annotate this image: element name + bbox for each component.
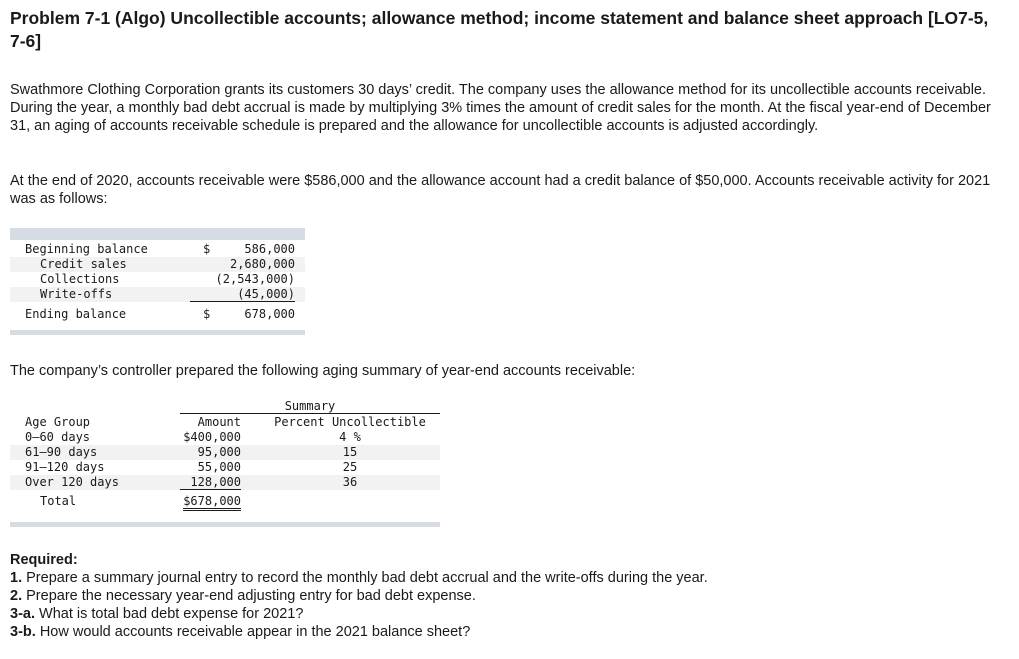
table-header-row (10, 415, 440, 430)
table-row (10, 307, 305, 322)
table-row (10, 287, 305, 302)
table-row (10, 242, 305, 257)
age-group-header: Age Group (25, 415, 91, 429)
percent-cell: 15 (342, 445, 358, 459)
item-text: How would accounts receivable appear in the 2021 balance sheet? (39, 624, 471, 640)
age-group-cell: Over 120 days (25, 475, 119, 489)
row-label: Credit sales (40, 257, 127, 271)
percent-cell: 36 (342, 475, 358, 489)
percent-cell: 25 (342, 460, 358, 474)
amount-header: Amount (197, 415, 241, 429)
item-text: Prepare a summary journal entry to record the monthly bad debt accrual and the write-offs during the year. (26, 570, 708, 586)
row-value: 678,000 (244, 307, 295, 321)
summary-header: Summary (180, 399, 440, 414)
age-group-cell: 61–90 days (25, 445, 98, 459)
row-label: Write-offs (40, 287, 113, 301)
percent-header: Percent Uncollectible (274, 415, 426, 429)
amount-cell: 55,000 (197, 460, 241, 474)
table-row (10, 475, 440, 490)
aging-summary-table (10, 396, 440, 527)
row-value: (45,000) (190, 287, 295, 302)
age-group-cell: 91–120 days (25, 460, 105, 474)
table-row (10, 257, 305, 272)
row-label: Collections (40, 272, 120, 286)
required-item (10, 623, 1000, 641)
row-label: Ending balance (25, 307, 127, 321)
receivable-activity-table (10, 228, 305, 335)
row-label: Beginning balance (25, 242, 148, 256)
item-number: 2. (10, 588, 23, 604)
required-item (10, 605, 1000, 623)
item-text: Prepare the necessary year-end adjusting entry for bad debt expense. (26, 588, 476, 604)
row-value: (2,543,000) (215, 272, 295, 286)
row-value: 2,680,000 (229, 257, 295, 271)
required-item (10, 587, 1000, 605)
context-paragraph: At the end of 2020, accounts receivable were $586,000 and the allowance account had a credit balance of $50,000. Accounts receivable activity for 2021 was as follows: (10, 173, 991, 207)
amount-cell: 128,000 (180, 475, 241, 490)
table-total-row (10, 494, 440, 509)
required-item (10, 569, 1000, 587)
age-group-cell: 0–60 days (25, 430, 91, 444)
amount-cell: $400,000 (183, 430, 241, 444)
dollar-sign: $ (203, 242, 211, 256)
amount-cell: 95,000 (197, 445, 241, 459)
total-amount: $678,000 (183, 494, 241, 511)
total-label: Total (40, 494, 77, 508)
table-row (10, 445, 440, 460)
table-row (10, 460, 440, 475)
table-row (10, 430, 440, 445)
item-number: 1. (10, 570, 23, 586)
item-number: 3-a. (10, 606, 35, 622)
dollar-sign: $ (203, 307, 211, 321)
item-text: What is total bad debt expense for 2021? (39, 606, 304, 622)
required-section (10, 551, 1000, 641)
table-row (10, 272, 305, 287)
row-value: 586,000 (244, 242, 295, 256)
percent-cell: 4 % (339, 430, 361, 444)
intro-paragraph: Swathmore Clothing Corporation grants its customers 30 days’ credit. The company uses the allowance method for its uncollectible accounts receivable. During the year, a monthly bad debt accrual is made by multiplying 3% times the amount of credit sales for the month. At the fiscal year-end of December 31, an aging of accounts receivable schedule is prepared and the allowance for uncollectible accounts is adjusted accordingly. (10, 82, 991, 134)
problem-title: Problem 7-1 (Algo) Uncollectible accounts; allowance method; income statement and balance sheet approach [LO7-5, 7-6] (10, 8, 989, 51)
aging-intro-paragraph: The company’s controller prepared the following aging summary of year-end accounts receivable: (10, 363, 636, 379)
item-number: 3-b. (10, 624, 36, 640)
required-heading: Required: (10, 552, 78, 568)
